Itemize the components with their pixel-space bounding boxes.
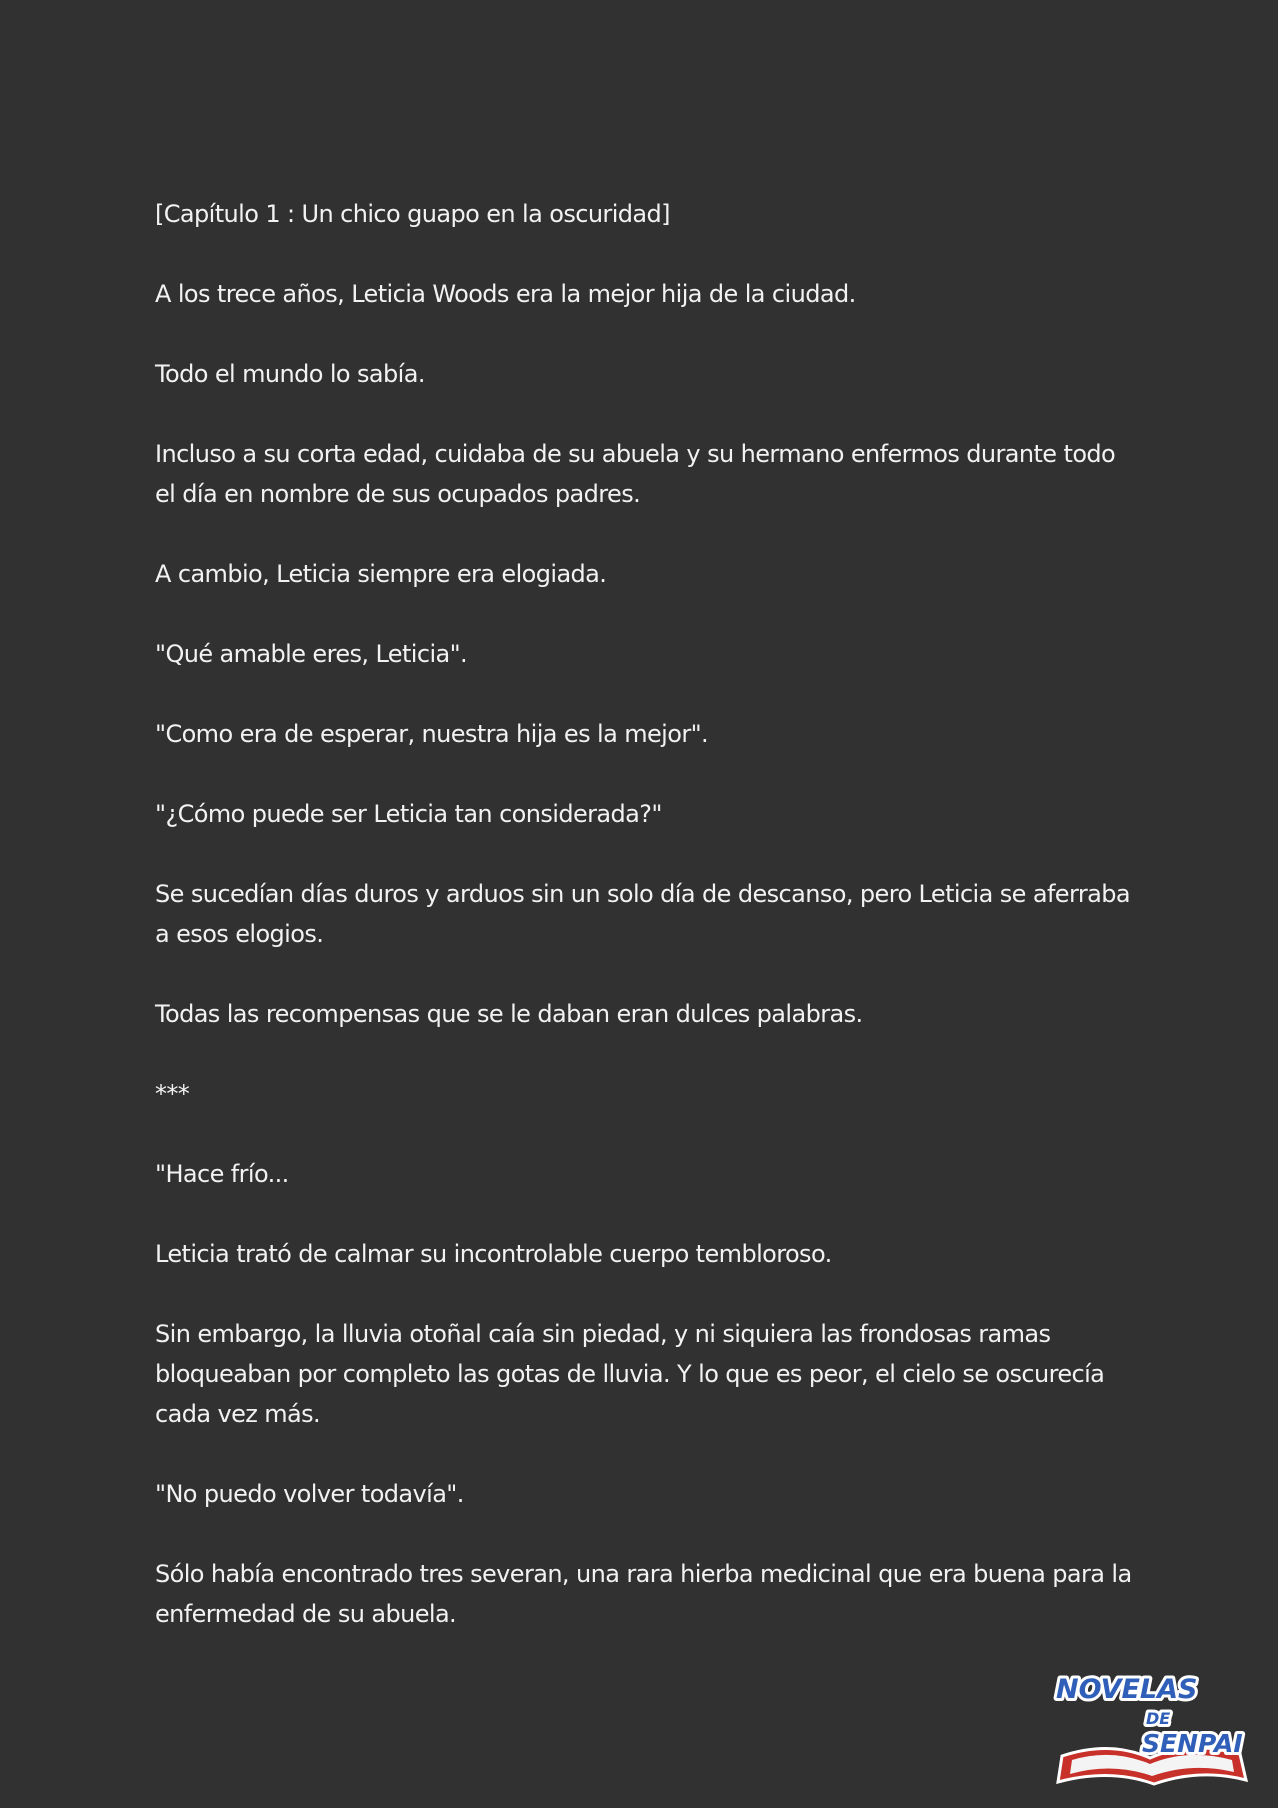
paragraph: Sólo había encontrado tres severan, una rara hierba medicinal que era buena para la enfermedad de su abuela. bbox=[155, 1560, 1132, 1628]
paragraph: Leticia trató de calmar su incontrolable cuerpo tembloroso. bbox=[155, 1240, 832, 1268]
scene-break: *** bbox=[155, 1080, 190, 1108]
chapter-title: [Capítulo 1 : Un chico guapo en la oscuridad] bbox=[155, 200, 670, 228]
paragraph: Incluso a su corta edad, cuidaba de su abuela y su hermano enfermos durante todo el día en nombre de sus ocupados padres. bbox=[155, 440, 1116, 508]
paragraph: Todo el mundo lo sabía. bbox=[155, 360, 425, 388]
paragraph: "Hace frío... bbox=[155, 1160, 289, 1188]
chapter-text bbox=[155, 194, 1135, 1674]
paragraph: "No puedo volver todavía". bbox=[155, 1480, 464, 1508]
paragraph: A cambio, Leticia siempre era elogiada. bbox=[155, 560, 607, 588]
logo-line-3: SENPAI bbox=[1142, 1729, 1243, 1758]
logo-line-2: DE bbox=[1146, 1709, 1171, 1728]
paragraph: Se sucedían días duros y arduos sin un solo día de descanso, pero Leticia se aferraba a esos elogios. bbox=[155, 880, 1130, 948]
paragraph: "Qué amable eres, Leticia". bbox=[155, 640, 468, 668]
paragraph: Sin embargo, la lluvia otoñal caía sin piedad, y ni siquiera las frondosas ramas bloqueaban por completo las gotas de lluvia. Y lo que es peor, el cielo se oscurecía cada vez más. bbox=[155, 1320, 1105, 1428]
paragraph: Todas las recompensas que se le daban eran dulces palabras. bbox=[155, 1000, 863, 1028]
paragraph: "Como era de esperar, nuestra hija es la mejor". bbox=[155, 720, 709, 748]
logo-line-1: NOVELAS bbox=[1056, 1674, 1198, 1705]
paragraph: A los trece años, Leticia Woods era la mejor hija de la ciudad. bbox=[155, 280, 856, 308]
novelas-de-senpai-logo bbox=[1050, 1668, 1260, 1788]
paragraph: "¿Cómo puede ser Leticia tan considerada?" bbox=[155, 800, 662, 828]
